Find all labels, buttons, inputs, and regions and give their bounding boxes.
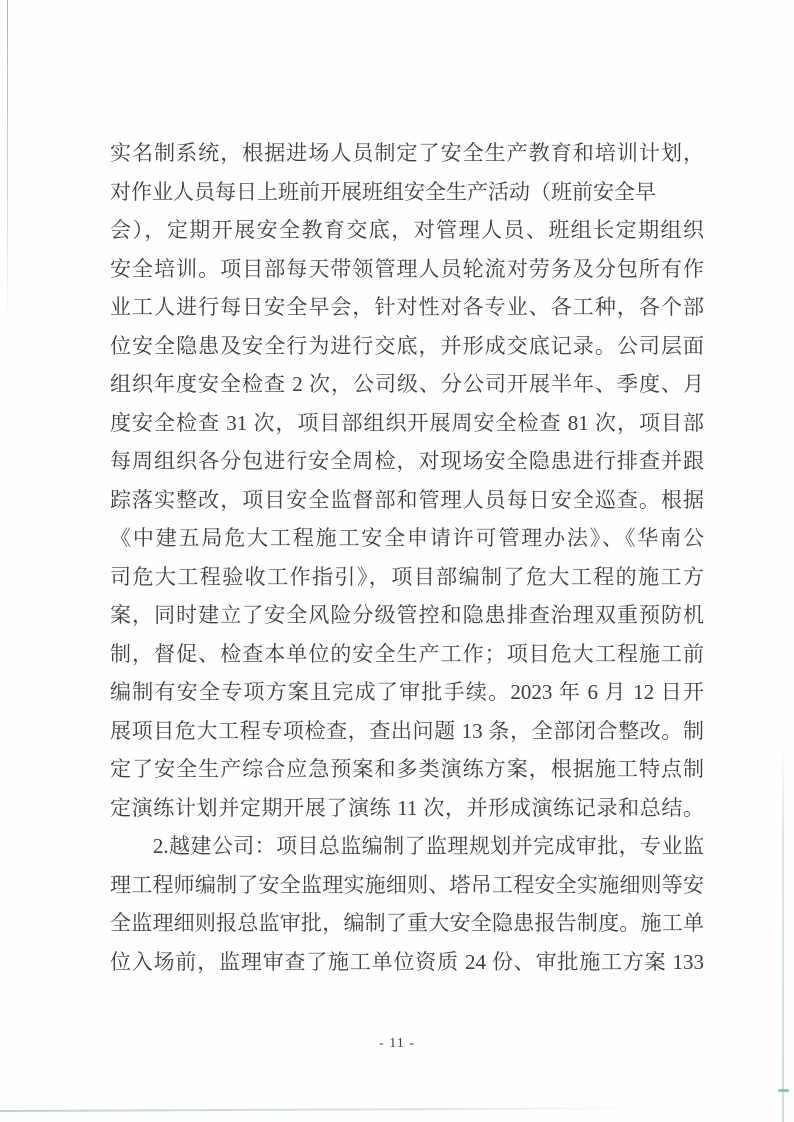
body-line: 案，同时建立了安全风险分级管控和隐患排查治理双重预防机 bbox=[110, 603, 704, 627]
body-line: 定演练计划并定期开展了演练 11 次，并形成演练记录和总结。 bbox=[110, 795, 704, 820]
body-line: 全监理细则报总监审批，编制了重大安全隐患报告制度。施工单 bbox=[110, 911, 704, 935]
body-line: 度安全检查 31 次，项目部组织开展周安全检查 81 次，项目部 bbox=[110, 410, 704, 435]
body-line: 编制有安全专项方案且完成了审批手续。2023 年 6 月 12 日开 bbox=[110, 680, 704, 704]
body-line: 对作业人员每日上班前开展班组安全生产活动（班前安全早 bbox=[110, 179, 656, 204]
body-line: 展项目危大工程专项检查，查出问题 13 条，全部闭合整改。制 bbox=[110, 718, 704, 743]
body-line: 定了安全生产综合应急预案和多类演练方案，根据施工特点制 bbox=[110, 757, 704, 781]
scan-teal-mark bbox=[778, 1089, 789, 1092]
scan-edge-artifact-right bbox=[782, 745, 784, 1122]
body-line: 安全培训。项目部每天带领管理人员轮流对劳务及分包所有作 bbox=[110, 256, 704, 281]
body-line: 位安全隐患及安全行为进行交底，并形成交底记录。公司层面 bbox=[110, 333, 704, 358]
body-line: 每周组织各分包进行安全周检，对现场安全隐患进行排查并跟 bbox=[110, 449, 704, 473]
body-line: 理工程师编制了安全监理实施细则、塔吊工程安全实施细则等安 bbox=[110, 872, 704, 897]
body-line: 业工人进行每日安全早会，针对性对各专业、各工种，各个部 bbox=[110, 295, 704, 319]
body-line: 实名制系统，根据进场人员制定了安全生产教育和培训计划， bbox=[110, 141, 704, 165]
body-line: 踪落实整改，项目安全监督部和管理人员每日安全巡查。根据 bbox=[110, 487, 704, 512]
body-line: 《中建五局危大工程施工安全申请许可管理办法》、《华南公 bbox=[110, 526, 704, 550]
scan-edge-artifact-bottom bbox=[0, 1107, 645, 1112]
document-body bbox=[110, 134, 704, 981]
scan-edge-artifact-left bbox=[7, 0, 8, 325]
body-line paragraph-start: 2.越建公司：项目总监编制了监理规划并完成审批，专业监 bbox=[110, 834, 704, 858]
body-line: 位入场前，监理审查了施工单位资质 24 份、审批施工方案 133 bbox=[110, 949, 704, 974]
page-number: - 11 - bbox=[379, 1036, 415, 1051]
body-line: 组织年度安全检查 2 次，公司级、分公司开展半年、季度、月 bbox=[110, 372, 704, 396]
body-line: 会），定期开展安全教育交底，对管理人员、班组长定期组织 bbox=[110, 218, 704, 242]
body-line: 司危大工程验收工作指引》，项目部编制了危大工程的施工方 bbox=[110, 564, 704, 589]
body-line: 制，督促、检查本单位的安全生产工作；项目危大工程施工前 bbox=[110, 641, 704, 666]
